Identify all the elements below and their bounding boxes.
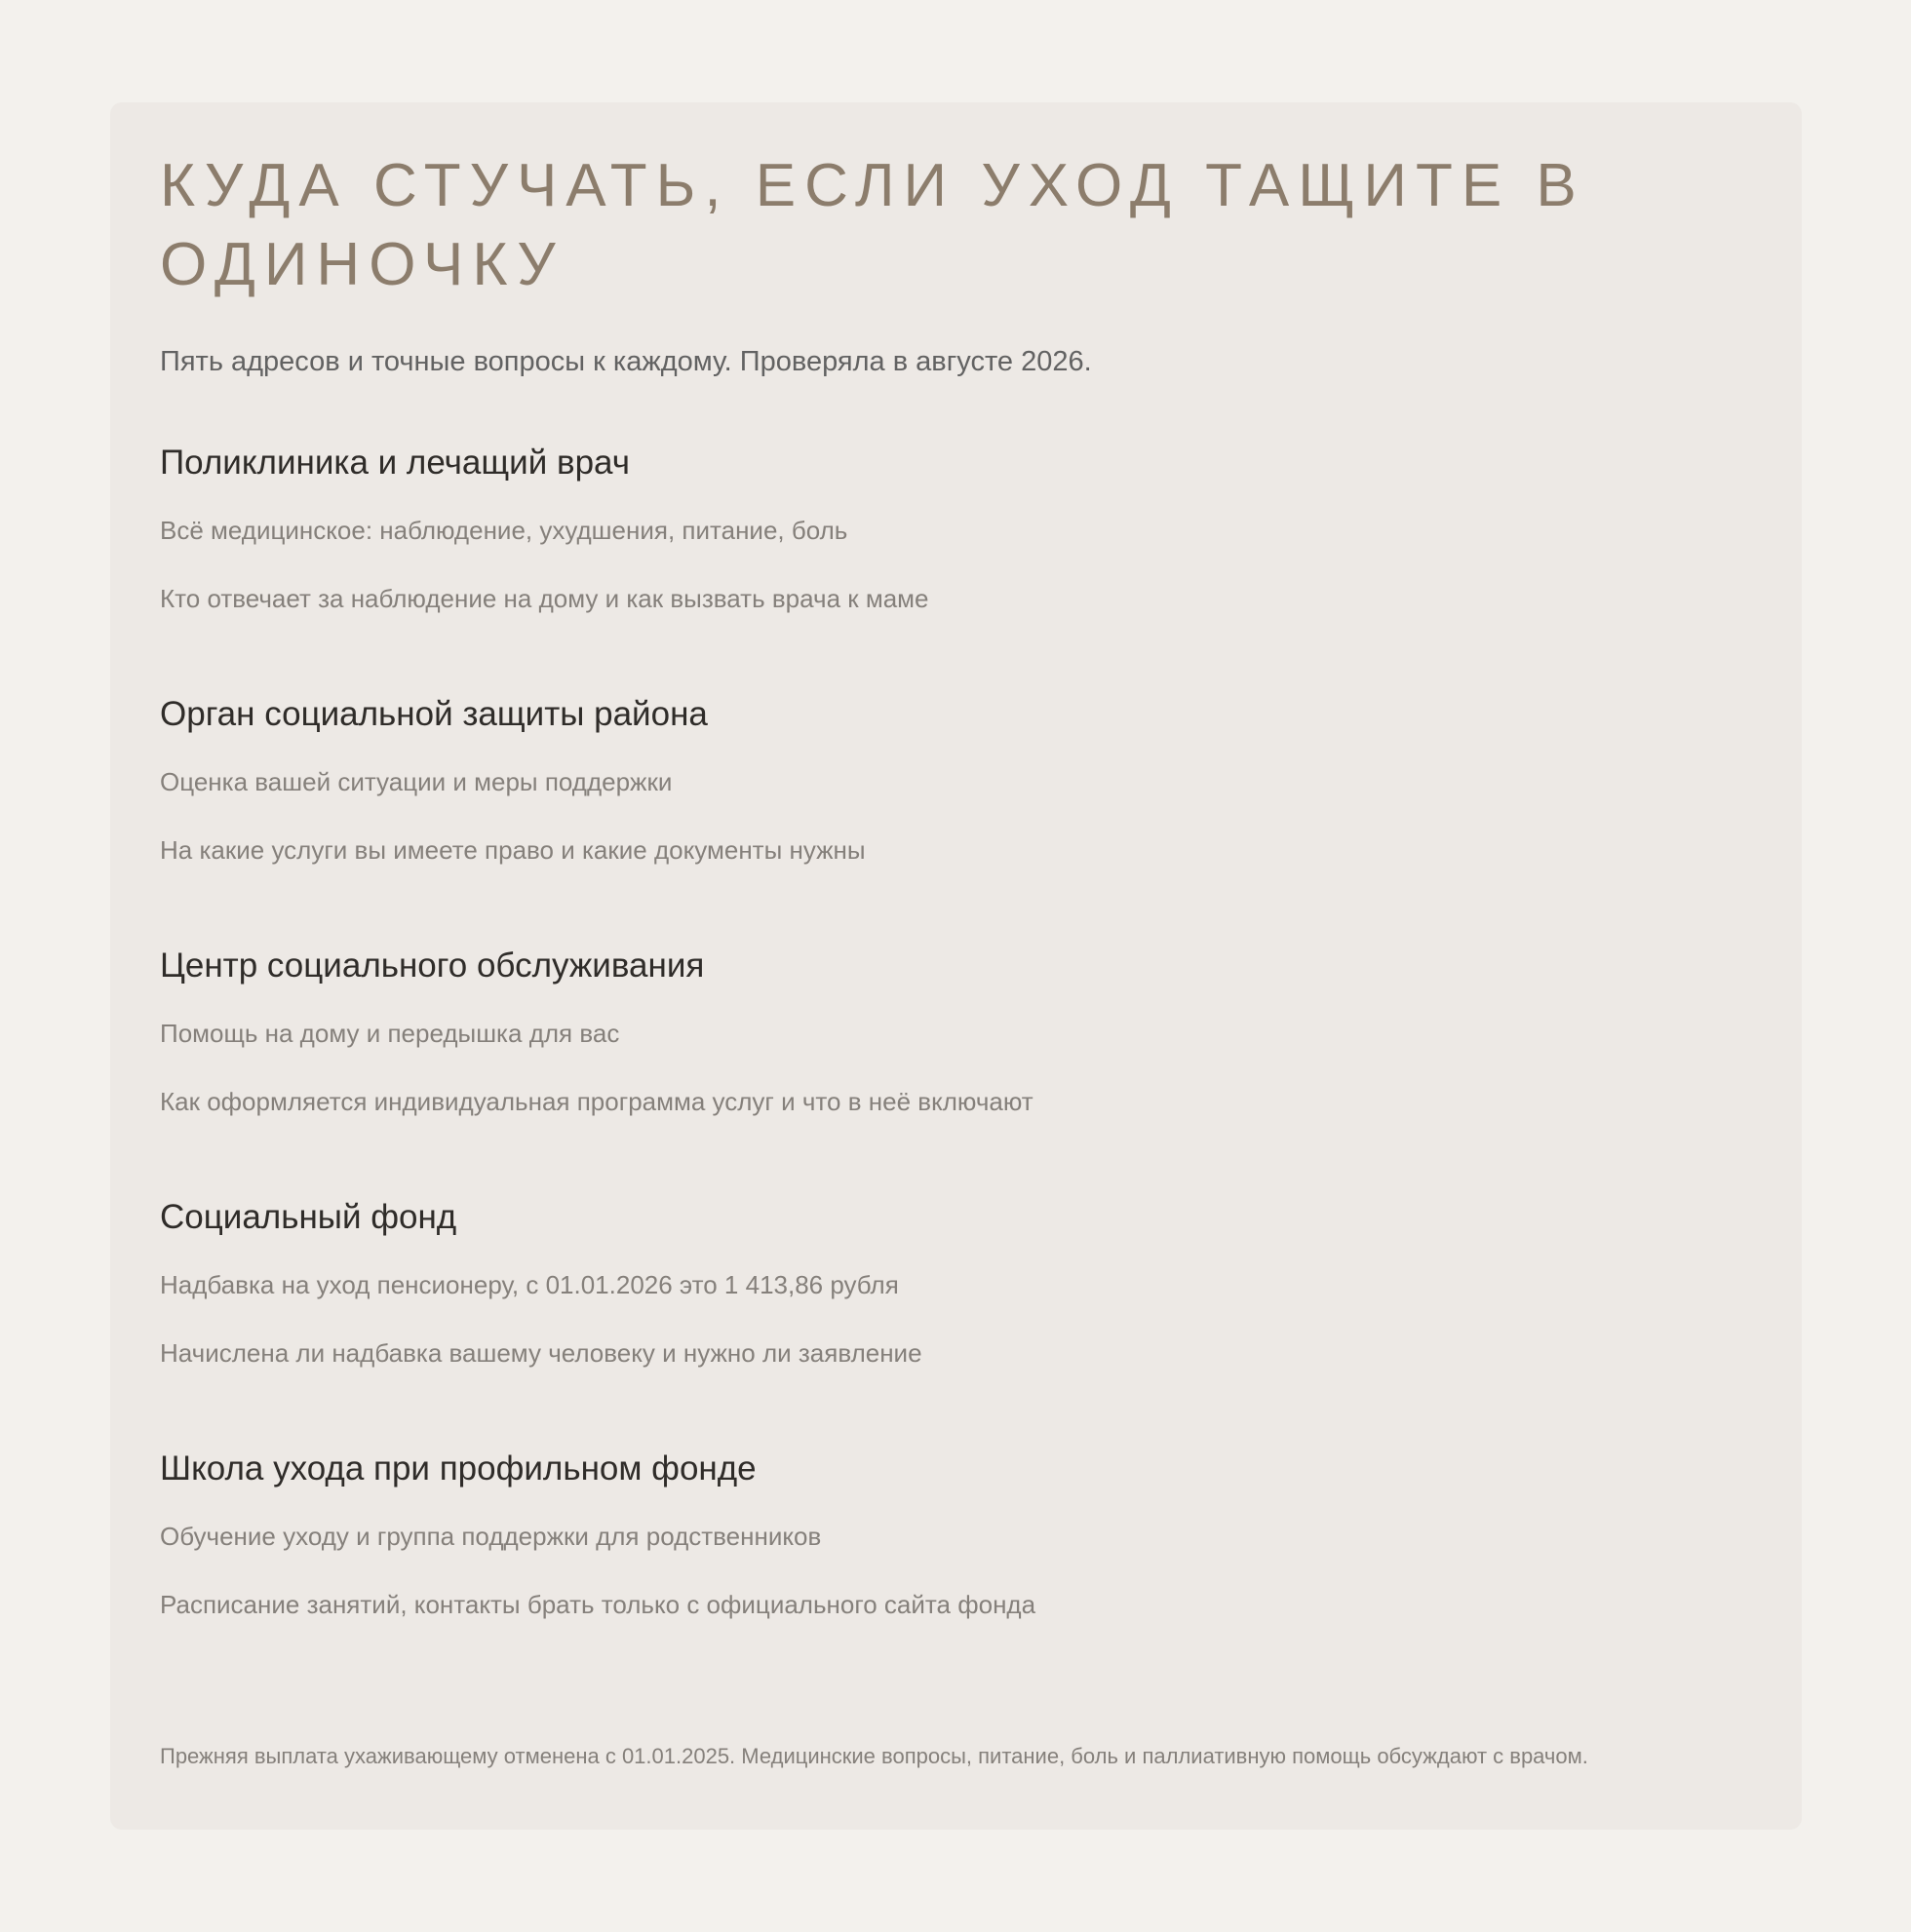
- section-description: Обучение уходу и группа поддержки для родственников: [160, 1522, 822, 1551]
- address-section-social-service-center: [160, 946, 1752, 1118]
- section-question: На какие услуги вы имеете право и какие документы нужны: [160, 835, 866, 865]
- section-title: Социальный фонд: [160, 1198, 457, 1236]
- section-question: Кто отвечает за наблюдение на дому и как вызвать врача к маме: [160, 584, 929, 613]
- section-title: Школа ухода при профильном фонде: [160, 1449, 757, 1488]
- footnote: Прежняя выплата ухаживающему отменена с 01.01.2025. Медицинские вопросы, питание, боль и паллиативную помощь обсуждают с врачом.: [160, 1744, 1588, 1768]
- section-description: Всё медицинское: наблюдение, ухудшения, питание, боль: [160, 516, 848, 545]
- page-title: КУДА СТУЧАТЬ, ЕСЛИ УХОД ТАЩИТЕ В ОДИНОЧКУ: [160, 152, 1585, 298]
- section-description: Помощь на дому и передышка для вас: [160, 1019, 620, 1048]
- section-description: Оценка вашей ситуации и меры поддержки: [160, 767, 673, 796]
- section-question: Расписание занятий, контакты брать только с официального сайта фонда: [160, 1590, 1036, 1619]
- address-section-care-school: [160, 1449, 1752, 1621]
- section-title: Центр социального обслуживания: [160, 947, 705, 985]
- address-list: [160, 443, 1752, 1621]
- address-section-clinic: [160, 443, 1752, 615]
- section-description: Надбавка на уход пенсионеру, с 01.01.2026 это 1 413,86 рубля: [160, 1270, 899, 1299]
- address-section-social-protection: [160, 694, 1752, 867]
- section-title: Поликлиника и лечащий врач: [160, 444, 630, 482]
- address-section-social-fund: [160, 1197, 1752, 1370]
- section-question: Начислена ли надбавка вашему человеку и нужно ли заявление: [160, 1338, 922, 1368]
- guide-card: [110, 102, 1802, 1830]
- section-question: Как оформляется индивидуальная программа услуг и что в неё включают: [160, 1087, 1034, 1116]
- page-subtitle: Пять адресов и точные вопросы к каждому. Проверяла в августе 2026.: [160, 346, 1092, 377]
- section-title: Орган социальной защиты района: [160, 695, 708, 733]
